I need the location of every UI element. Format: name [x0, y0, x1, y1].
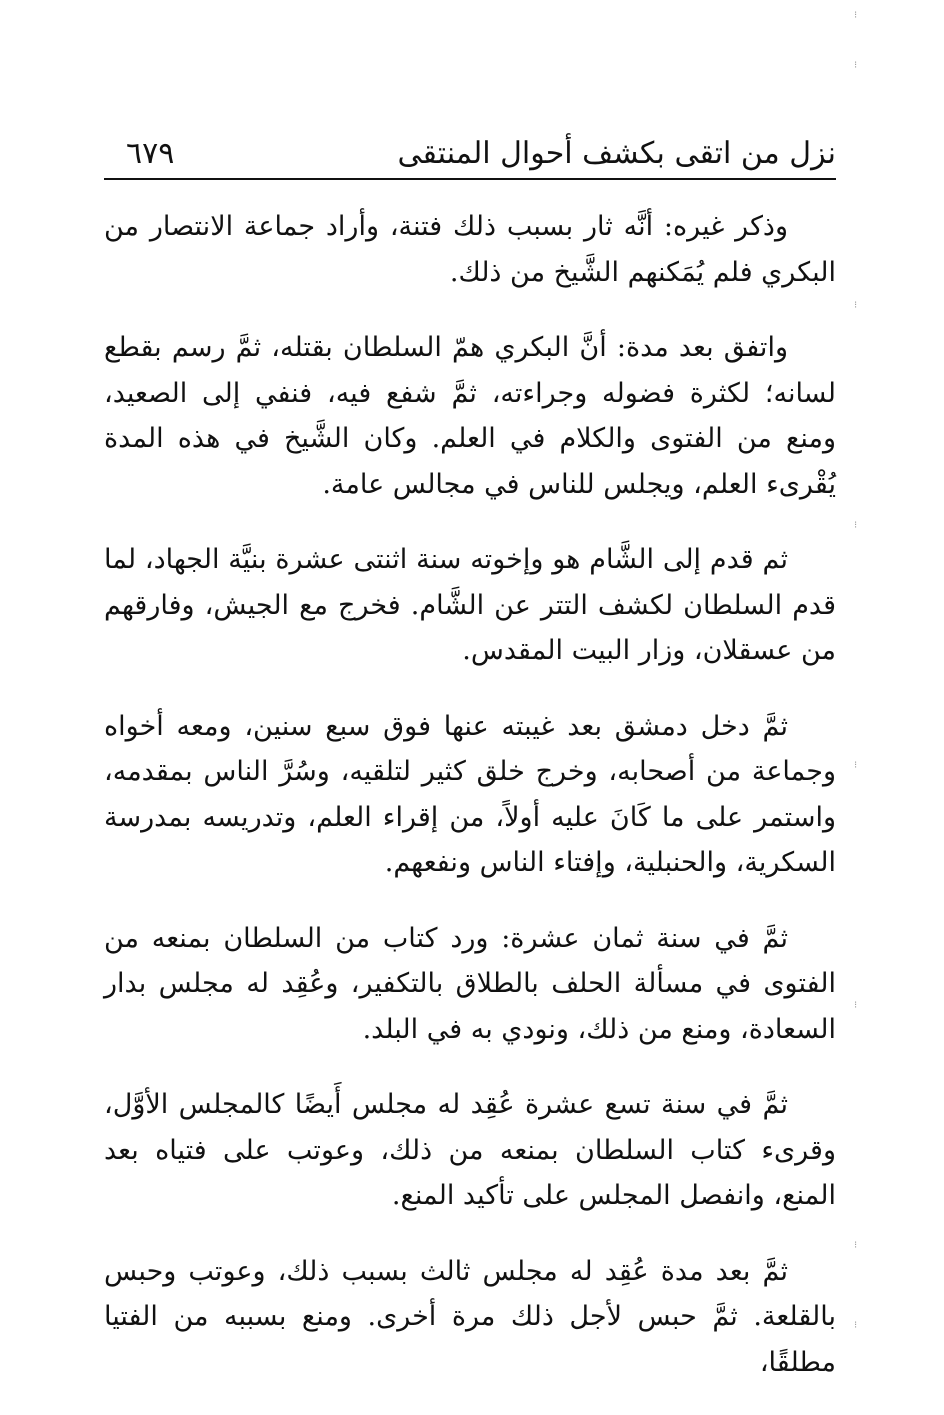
paragraph-2: واتفق بعد مدة: أنَّ البكري همّ السلطان بقتله، ثمَّ رسم بقطع لسانه؛ لكثرة فضوله وجراءته، ثمَّ شفع فيه، فنفي إلى الصعيد، ومنع من الفتوى والكلام في العلم. وكان الشَّيخ في هذه المدة يُقْرىء العلم، ويجلس للناس في مجالس عامة.: [104, 332, 836, 500]
scan-edge-marks: ⁝ ⁝ ⁝ ⁝ ⁝ ⁝ ⁝ ⁝: [854, 10, 858, 1331]
page-number: ٦٧٩: [126, 136, 175, 171]
page-header: [104, 132, 836, 178]
paragraph-6: ثمَّ في سنة تسع عشرة عُقِد له مجلس أَيضًا كالمجلس الأوَّل، وقرىء كتاب السلطان بمنعه من ذلك، وعوتب على فتياه بعد المنع، وانفصل المجلس على تأكيد المنع.: [104, 1089, 836, 1211]
paragraph-1: وذكر غيره: أنَّه ثار بسبب ذلك فتنة، وأراد جماعة الانتصار من البكري فلم يُمَكنهم الشَّيخ من ذلك.: [104, 211, 836, 288]
paragraph-4: ثمَّ دخل دمشق بعد غيبته عنها فوق سبع سنين، ومعه أخواه وجماعة من أصحابه، وخرج خلق كثير لتلقيه، وسُرَّ الناس بمقدمه، واستمر على ما كَانَ عليه أولاً، من إقراء العلم، وتدريسه بمدرسة السكرية، والحنبلية، وإفتاء الناس ونفعهم.: [104, 710, 836, 878]
header-rule: [104, 178, 836, 180]
running-title: نزل من اتقى بكشف أحوال المنتقى: [397, 136, 836, 171]
paragraph-5: ثمَّ في سنة ثمان عشرة: ورد كتاب من السلطان بمنعه من الفتوى في مسألة الحلف بالطلاق بالتكفير، وعُقِد له مجلس بدار السعادة، ومنع من ذلك، ونودي به في البلد.: [104, 922, 836, 1045]
body-text: [104, 204, 836, 1415]
paragraph-3: ثم قدم إلى الشَّام هو وإخوته سنة اثنتى عشرة بنيَّة الجهاد، لما قدم السلطان لكشف التتر عن الشَّام. فخرج مع الجيش، وفارقهم من عسقلان، وزار البيت المقدس.: [104, 544, 836, 666]
paragraph-7: ثمَّ بعد مدة عُقِد له مجلس ثالث بسبب ذلك، وعوتب وحبس بالقلعة. ثمَّ حبس لأجل ذلك مرة أخرى. ومنع بسببه من الفتيا مطلقًا،: [104, 1255, 836, 1378]
